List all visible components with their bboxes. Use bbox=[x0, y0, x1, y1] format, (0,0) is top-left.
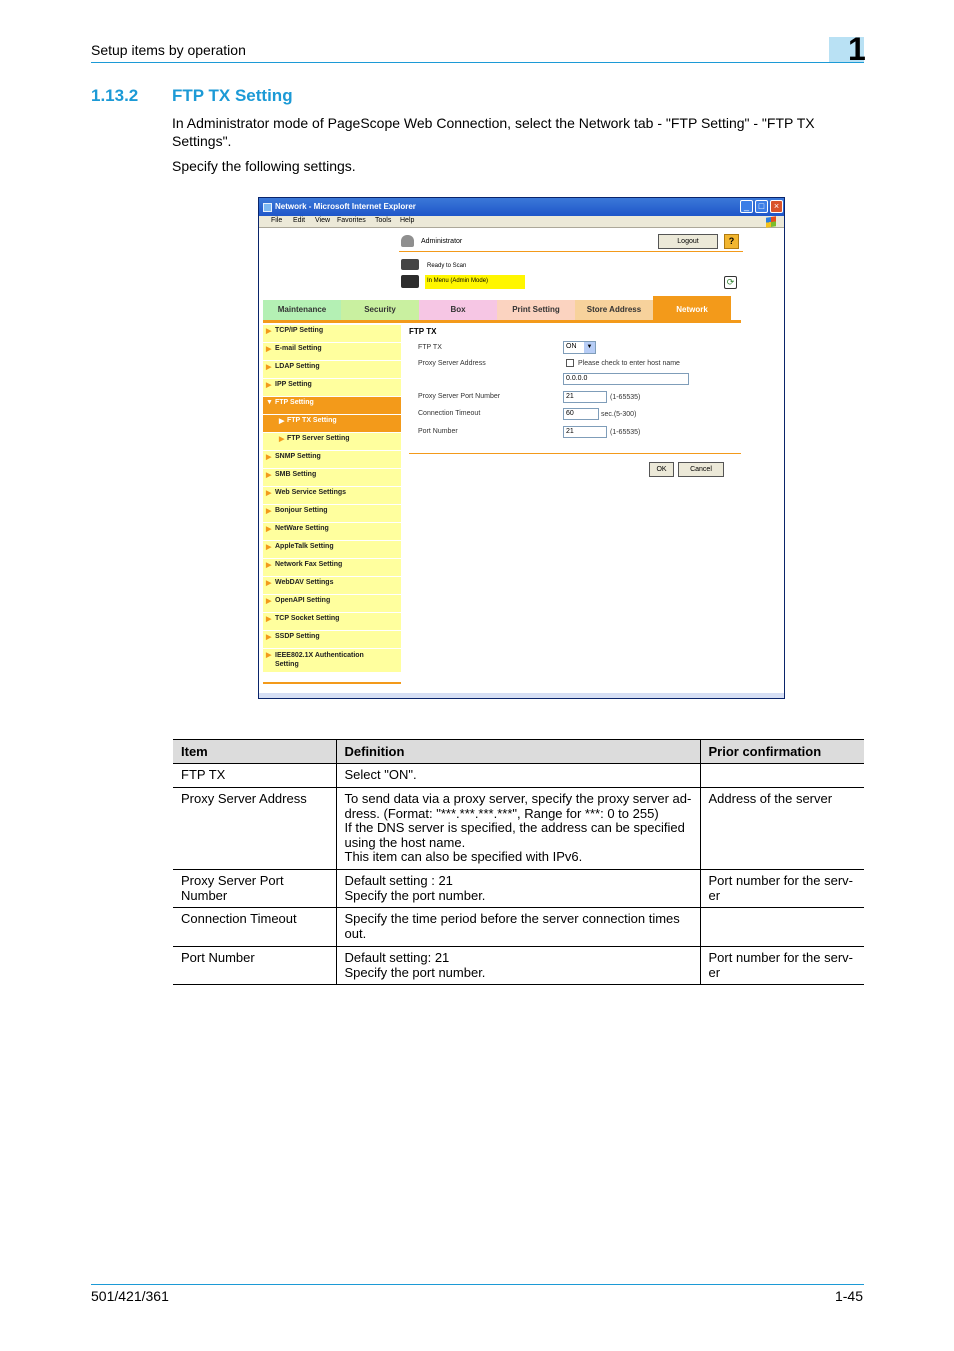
item-cell bbox=[173, 788, 336, 870]
prior-cell bbox=[700, 947, 864, 985]
sidebar-item-ftp-server[interactable] bbox=[263, 433, 401, 451]
sidebar-item-webdav[interactable] bbox=[263, 577, 401, 595]
arrow-right-icon: ▶ bbox=[266, 454, 272, 461]
cell-line: Number bbox=[181, 887, 228, 903]
prior-cell bbox=[700, 870, 864, 908]
table-header-row bbox=[173, 740, 864, 764]
running-header: Setup items by operation bbox=[91, 42, 246, 58]
arrow-right-icon: ▶ bbox=[266, 490, 272, 497]
cell-line: Port Number bbox=[181, 950, 255, 965]
sidebar-item-label: LDAP Setting bbox=[275, 363, 320, 370]
windows-logo-icon bbox=[766, 216, 776, 227]
browser-title: Network - Microsoft Internet Explorer bbox=[275, 202, 416, 211]
sidebar-bottom-rule bbox=[263, 682, 401, 684]
column-header-definition: Definition bbox=[336, 740, 700, 764]
table-row bbox=[173, 908, 864, 947]
arrow-right-icon: ▶ bbox=[266, 598, 272, 605]
cell-line: Default setting : 21 bbox=[344, 873, 453, 888]
maximize-icon[interactable]: □ bbox=[755, 200, 768, 213]
sidebar-item-tcpip[interactable] bbox=[263, 325, 401, 343]
cell-line: Proxy Server Port bbox=[181, 873, 284, 888]
browser-statusbar bbox=[259, 693, 784, 698]
close-icon[interactable]: × bbox=[770, 200, 783, 213]
sidebar-item-netware[interactable] bbox=[263, 523, 401, 541]
definition-cell bbox=[336, 870, 700, 908]
prior-cell bbox=[700, 764, 864, 788]
arrow-right-icon: ▶ bbox=[266, 526, 272, 533]
header-divider bbox=[399, 251, 743, 252]
proxy-address-input[interactable]: 0.0.0.0 bbox=[563, 373, 689, 385]
cell-line: Select "ON". bbox=[344, 767, 417, 782]
sidebar-item-email[interactable] bbox=[263, 343, 401, 361]
settings-table bbox=[173, 739, 864, 985]
cell-line: Address of the server bbox=[708, 791, 833, 806]
sidebar-item-label: FTP Setting bbox=[275, 399, 314, 406]
ftp-tx-label: FTP TX bbox=[418, 344, 442, 351]
sidebar-item-label: SMB Setting bbox=[275, 471, 317, 478]
table-row bbox=[173, 947, 864, 985]
menu-edit[interactable]: Edit bbox=[293, 217, 306, 224]
menu-help[interactable]: Help bbox=[400, 217, 415, 224]
proxy-port-range: (1-65535) bbox=[610, 394, 641, 401]
sidebar-item-ftp[interactable] bbox=[263, 397, 401, 415]
sidebar-item-appletalk[interactable] bbox=[263, 541, 401, 559]
timeout-input[interactable]: 60 bbox=[563, 408, 599, 420]
arrow-right-icon: ▶ bbox=[266, 328, 272, 335]
administrator-label: Administrator bbox=[421, 238, 463, 245]
sidebar-item-label: SNMP Setting bbox=[275, 453, 321, 460]
form-divider bbox=[409, 453, 741, 454]
sidebar-item-label: SSDP Setting bbox=[275, 633, 320, 640]
sidebar-item-label: OpenAPI Setting bbox=[275, 597, 331, 604]
arrow-right-icon: ▶ bbox=[266, 508, 272, 515]
arrow-down-icon: ▼ bbox=[266, 399, 273, 406]
sidebar-item-bonjour[interactable] bbox=[263, 505, 401, 523]
arrow-right-icon: ▶ bbox=[279, 418, 285, 425]
sidebar-item-label: Network Fax Setting bbox=[275, 561, 343, 568]
ftp-tx-value: ON bbox=[566, 343, 577, 350]
arrow-right-icon: ▶ bbox=[266, 346, 272, 353]
cell-line: Specify the time period before the server connection times bbox=[344, 911, 680, 926]
intro-paragraph: In Administrator mode of PageScope Web Connection, select the Network tab - "FTP Setting" - "FTP TX Settings". bbox=[172, 115, 815, 149]
sidebar-item-snmp[interactable] bbox=[263, 451, 401, 469]
definition-cell bbox=[336, 947, 700, 985]
sidebar-item-label: FTP TX Setting bbox=[287, 417, 337, 424]
cell-line: er bbox=[708, 887, 721, 903]
tab-box[interactable]: Box bbox=[419, 300, 497, 320]
logout-button[interactable]: Logout bbox=[658, 234, 718, 249]
proxy-port-input[interactable]: 21 bbox=[563, 391, 607, 403]
definition-cell bbox=[336, 908, 700, 947]
item-cell bbox=[173, 908, 336, 947]
arrow-right-icon: ▶ bbox=[266, 562, 272, 569]
cell-line: using the host name. bbox=[344, 834, 466, 850]
footer-rule bbox=[91, 1284, 864, 1285]
sidebar-item-tcp-socket[interactable] bbox=[263, 613, 401, 631]
timeout-label: Connection Timeout bbox=[418, 410, 481, 417]
sidebar-item-label: FTP Server Setting bbox=[287, 435, 350, 442]
sidebar-item-ipp[interactable] bbox=[263, 379, 401, 397]
footer-page-number: 1-45 bbox=[834, 1288, 863, 1304]
ie-icon bbox=[263, 203, 272, 212]
arrow-right-icon: ▶ bbox=[266, 472, 272, 479]
sidebar-item-ftp-tx[interactable] bbox=[263, 415, 401, 433]
definition-cell bbox=[336, 788, 700, 870]
refresh-icon[interactable]: ⟳ bbox=[724, 276, 737, 289]
port-range: (1-65535) bbox=[610, 429, 641, 436]
browser-titlebar bbox=[259, 198, 784, 216]
menu-tools[interactable]: Tools bbox=[375, 217, 392, 224]
sidebar-item-ieee8021x[interactable] bbox=[263, 649, 401, 673]
port-label: Port Number bbox=[418, 428, 458, 435]
sidebar-item-ssdp[interactable] bbox=[263, 631, 401, 649]
section-title: FTP TX Setting bbox=[172, 86, 293, 105]
table-row bbox=[173, 764, 864, 788]
cell-line: Specify the port number. bbox=[344, 964, 486, 980]
cell-line: Proxy Server Address bbox=[181, 791, 307, 806]
definition-cell bbox=[336, 764, 700, 788]
cell-line: Port number for the serv- bbox=[708, 873, 853, 888]
printer-icon bbox=[401, 275, 419, 288]
sidebar-item-label: TCP/IP Setting bbox=[275, 327, 324, 334]
arrow-right-icon: ▶ bbox=[266, 634, 272, 641]
ok-button[interactable]: OK bbox=[649, 462, 674, 477]
sidebar-item-web-service[interactable] bbox=[263, 487, 401, 505]
tab-underline bbox=[263, 320, 741, 323]
sidebar-item-label: IEEE802.1X Authentication Setting bbox=[275, 652, 364, 668]
tab-print-setting[interactable]: Print Setting bbox=[497, 300, 575, 320]
sidebar-item-label: IPP Setting bbox=[275, 381, 312, 388]
proxy-address-label: Proxy Server Address bbox=[418, 360, 486, 367]
arrow-right-icon: ▶ bbox=[266, 580, 272, 587]
cell-line: This item can also be specified with IPv6. bbox=[344, 849, 583, 864]
tab-network[interactable]: Network bbox=[653, 296, 731, 320]
browser-window bbox=[258, 197, 785, 699]
host-name-checkbox-label: Please check to enter host name bbox=[578, 360, 680, 367]
cell-line: If the DNS server is specified, the address can be specified bbox=[344, 820, 685, 835]
item-cell bbox=[173, 947, 336, 985]
chevron-down-icon: ▼ bbox=[584, 342, 595, 353]
cell-line: dress. (Format: "***.***.***.***", Range for ***: 0 to 255) bbox=[344, 805, 659, 821]
status-mode: In Menu (Admin Mode) bbox=[425, 275, 525, 289]
prior-cell bbox=[700, 908, 864, 947]
sidebar-item-ldap[interactable] bbox=[263, 361, 401, 379]
sidebar-item-network-fax[interactable] bbox=[263, 559, 401, 577]
sidebar-item-smb[interactable] bbox=[263, 469, 401, 487]
sidebar-item-label: Web Service Settings bbox=[275, 489, 347, 496]
cell-line: FTP TX bbox=[181, 767, 226, 782]
administrator-icon bbox=[401, 235, 414, 247]
menu-favorites[interactable]: Favorites bbox=[337, 217, 366, 224]
menu-file[interactable]: File bbox=[271, 217, 283, 224]
item-cell bbox=[173, 870, 336, 908]
cell-line: Default setting: 21 bbox=[344, 950, 450, 965]
arrow-right-icon: ▶ bbox=[279, 436, 285, 443]
cell-line: er bbox=[708, 964, 721, 980]
help-icon[interactable]: ? bbox=[724, 234, 739, 249]
sidebar-item-label: E-mail Setting bbox=[275, 345, 322, 352]
sidebar-item-label: WebDAV Settings bbox=[275, 579, 334, 586]
column-header-prior: Prior confirmation bbox=[700, 740, 864, 764]
item-cell bbox=[173, 764, 336, 788]
cell-line: Port number for the serv- bbox=[708, 950, 853, 965]
cell-line: To send data via a proxy server, specify the proxy server ad- bbox=[344, 791, 692, 806]
browser-menubar bbox=[259, 216, 784, 228]
status-ready: Ready to Scan bbox=[427, 263, 467, 269]
port-input[interactable]: 21 bbox=[563, 426, 607, 438]
tab-security[interactable]: Security bbox=[341, 300, 419, 320]
form-title: FTP TX bbox=[409, 327, 437, 336]
cancel-button[interactable]: Cancel bbox=[678, 462, 724, 477]
minimize-icon[interactable]: _ bbox=[740, 200, 753, 213]
ftp-tx-select[interactable] bbox=[563, 341, 596, 354]
cell-line: Specify the port number. bbox=[344, 887, 486, 903]
chapter-number: 1 bbox=[848, 31, 866, 67]
cell-line: out. bbox=[344, 925, 367, 941]
tab-store-address[interactable]: Store Address bbox=[575, 300, 653, 320]
sidebar-item-label: TCP Socket Setting bbox=[275, 615, 340, 622]
arrow-right-icon: ▶ bbox=[266, 544, 272, 551]
sidebar-item-openapi[interactable] bbox=[263, 595, 401, 613]
arrow-right-icon: ▶ bbox=[266, 382, 272, 389]
proxy-port-label: Proxy Server Port Number bbox=[418, 393, 501, 400]
arrow-right-icon: ▶ bbox=[266, 616, 272, 623]
sidebar-item-label: AppleTalk Setting bbox=[275, 543, 334, 550]
tab-maintenance[interactable]: Maintenance bbox=[263, 300, 341, 320]
sidebar-item-label: NetWare Setting bbox=[275, 525, 329, 532]
table-row bbox=[173, 788, 864, 870]
arrow-right-icon: ▶ bbox=[266, 652, 272, 659]
arrow-right-icon: ▶ bbox=[266, 364, 272, 371]
column-header-item: Item bbox=[173, 740, 336, 764]
table-row bbox=[173, 870, 864, 908]
section-number: 1.13.2 bbox=[91, 86, 139, 105]
instruction-paragraph: Specify the following settings. bbox=[172, 158, 356, 174]
host-name-checkbox[interactable] bbox=[566, 359, 574, 367]
footer-model: 501/421/361 bbox=[91, 1288, 169, 1304]
cell-line: Connection Timeout bbox=[181, 911, 297, 926]
scanner-icon bbox=[401, 259, 419, 270]
prior-cell bbox=[700, 788, 864, 870]
timeout-unit: sec.(5-300) bbox=[601, 411, 637, 418]
sidebar-item-label: Bonjour Setting bbox=[275, 507, 328, 514]
menu-view[interactable]: View bbox=[315, 217, 331, 224]
header-rule bbox=[91, 62, 864, 63]
